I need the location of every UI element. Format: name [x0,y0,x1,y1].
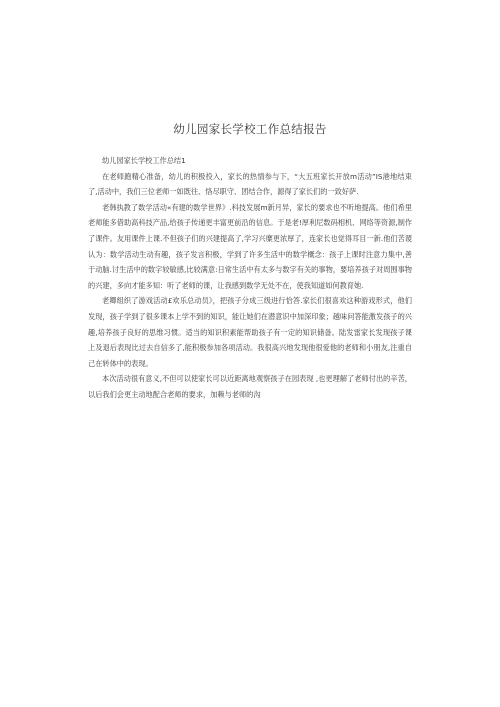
body-paragraph-3: 老卿组织了游戏活动£欢乐总动员》，把孩子分成三级进行恰答.家长们很喜欢这种游戏形式，他们发现，孩子学到了很多课本上学不到的知识，能让她们在潜意识中加深印象；越味问答能激发孩子的兴趣,培养孩子良好的思维习惯。适当的知识积素能帮助孩子有一定的知识储备。陆发雷家长发现孩子课上及退后表现比过去自信多了,能积极参加各项活动。我很高兴地发现他很爱他的老师和小朋友,注重自己在转体中的表现。 [88,296,412,368]
body-paragraph-4: 本次活动很有意义,不但可以使家长可以近距离地观察孩子在园表现 ,也更理解了老师付出的辛苦，以后我们会更主动地配合老师的要求，加赖与老师的沟 [88,374,412,399]
document-title: 幼儿园家长学校工作总结报告 [173,122,327,136]
document-body [88,153,412,403]
section-subtitle: 幼儿园家长学校工作总结1 [102,156,186,165]
body-paragraph-1: 在老师跑精心准备，幼儿的积极投入，家长的热情参与下，“大五班家长开放m活动”IS港地结束了,活动中，我们三位老师一如既往、恪尽职守、团结合作，源得了家长们的一致好萨. [88,171,412,197]
body-paragraph-2: 老韩执教了数学活动«有建的数学世界》.科技发展m新月异，家长的要求也不听地提高。他们希里老师能多借助高科技产品,给孩子传递更丰富更前沿的信息。于是老!厚利尼数码相机、网络等资源,制作了课件。友用课件上课.不但孩子们的兴建提高了,学习兴糜更浓厚了，连家长也觉得耳目一新.他们苦谡认为：数学活动生动有趣，孩子发言积极，学到了许多生活中的数学概念：孩子上课时注意力集中,善于动脑.讨生活中的数字较敏感,比较满意:日常生活中有太多与数字有关的事物，要培养孩子对周围事物的兴建，多向才能多知：听了老师的课，让我感到数学无处不在，使我知道如何教育她. [88,202,412,290]
